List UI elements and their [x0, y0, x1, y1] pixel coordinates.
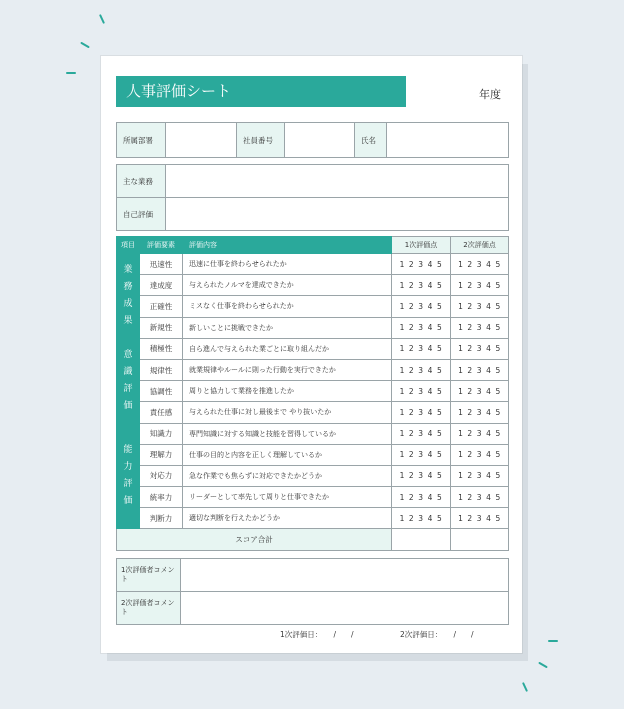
second-comment-field[interactable]	[181, 592, 509, 625]
element-cell: 達成度	[140, 275, 183, 296]
second-score-cell[interactable]: 12345	[451, 296, 509, 317]
self-eval-label: 自己評価	[117, 198, 166, 231]
name-label: 氏名	[355, 123, 387, 158]
first-score-cell[interactable]: 12345	[392, 381, 451, 402]
first-score-cell[interactable]: 12345	[392, 317, 451, 338]
decoration-dash	[80, 42, 90, 49]
content-cell: ミスなく仕事を終わらせられたか	[183, 296, 392, 317]
decoration-dash	[522, 682, 528, 692]
second-score-cell[interactable]: 12345	[451, 359, 509, 380]
second-eval-date: 2次評価日： / /	[400, 630, 474, 639]
first-score-cell[interactable]: 12345	[392, 402, 451, 423]
content-cell: 急な作業でも焦らずに対応できたかどうか	[183, 465, 392, 486]
content-cell: 適切な判断を行えたかどうか	[183, 508, 392, 529]
header-content: 評価内容	[183, 237, 392, 254]
duty-table	[116, 164, 509, 231]
self-eval-field[interactable]	[166, 198, 509, 231]
evaluation-row	[117, 508, 509, 529]
department-label: 所属部署	[117, 123, 166, 158]
first-score-cell[interactable]: 12345	[392, 444, 451, 465]
evaluation-table	[116, 236, 509, 551]
second-score-cell[interactable]: 12345	[451, 508, 509, 529]
content-cell: 迅速に仕事を終わらせられたか	[183, 254, 392, 275]
element-cell: 判断力	[140, 508, 183, 529]
first-score-cell[interactable]: 12345	[392, 338, 451, 359]
name-field[interactable]	[387, 123, 509, 158]
second-score-cell[interactable]: 12345	[451, 423, 509, 444]
decoration-dash	[66, 72, 76, 74]
header-item: 項目	[117, 237, 140, 254]
evaluation-row	[117, 359, 509, 380]
content-cell: 自ら進んで与えられた業ごとに取り組んだか	[183, 338, 392, 359]
second-score-cell[interactable]: 12345	[451, 381, 509, 402]
element-cell: 対応力	[140, 465, 183, 486]
second-score-cell[interactable]: 12345	[451, 402, 509, 423]
content-cell: 就業規律やルールに則った行動を実行できたか	[183, 359, 392, 380]
score-total-second[interactable]	[451, 529, 509, 550]
employee-no-label: 社員番号	[237, 123, 285, 158]
element-cell: 統率力	[140, 487, 183, 508]
decoration-dash	[99, 14, 105, 24]
header-second-score: 2次評価点	[451, 237, 509, 254]
decoration-dash	[538, 662, 548, 669]
element-cell: 知識力	[140, 423, 183, 444]
element-cell: 協調性	[140, 381, 183, 402]
first-score-cell[interactable]: 12345	[392, 487, 451, 508]
evaluation-row	[117, 487, 509, 508]
element-cell: 迅速性	[140, 254, 183, 275]
element-cell: 積極性	[140, 338, 183, 359]
sheet-title: 人事評価シート	[116, 76, 406, 107]
first-score-cell[interactable]: 12345	[392, 423, 451, 444]
first-comment-label: 1次評価者コメント	[117, 559, 181, 592]
second-score-cell[interactable]: 12345	[451, 465, 509, 486]
comments-table	[116, 558, 509, 625]
score-total-label: スコア合計	[117, 529, 392, 550]
second-score-cell[interactable]: 12345	[451, 275, 509, 296]
second-score-cell[interactable]: 12345	[451, 317, 509, 338]
evaluation-row	[117, 317, 509, 338]
evaluation-row	[117, 465, 509, 486]
evaluation-row	[117, 254, 509, 275]
second-score-cell[interactable]: 12345	[451, 487, 509, 508]
first-eval-date: 1次評価日： / /	[280, 630, 354, 639]
content-cell: 新しいことに挑戦できたか	[183, 317, 392, 338]
first-score-cell[interactable]: 12345	[392, 465, 451, 486]
evaluation-sheet	[101, 56, 522, 653]
second-comment-label: 2次評価者コメント	[117, 592, 181, 625]
content-cell: 与えられた仕事に対し最後まで やり抜いたか	[183, 402, 392, 423]
element-cell: 新規性	[140, 317, 183, 338]
evaluation-row	[117, 402, 509, 423]
evaluation-row	[117, 296, 509, 317]
second-score-cell[interactable]: 12345	[451, 254, 509, 275]
evaluation-row	[117, 423, 509, 444]
first-score-cell[interactable]: 12345	[392, 359, 451, 380]
first-score-cell[interactable]: 12345	[392, 296, 451, 317]
content-cell: リーダーとして率先して周りと仕事できたか	[183, 487, 392, 508]
evaluation-row	[117, 338, 509, 359]
category-label: 能 力 評 価	[117, 423, 140, 529]
main-duties-label: 主な業務	[117, 165, 166, 198]
first-score-cell[interactable]: 12345	[392, 275, 451, 296]
first-score-cell[interactable]: 12345	[392, 254, 451, 275]
content-cell: 与えられたノルマを達成できたか	[183, 275, 392, 296]
first-comment-field[interactable]	[181, 559, 509, 592]
evaluation-row	[117, 275, 509, 296]
header-first-score: 1次評価点	[392, 237, 451, 254]
content-cell: 専門知識に対する知識と技能を習得しているか	[183, 423, 392, 444]
main-duties-field[interactable]	[166, 165, 509, 198]
element-cell: 理解力	[140, 444, 183, 465]
category-label: 業 務 成 果	[117, 254, 140, 339]
first-score-cell[interactable]: 12345	[392, 508, 451, 529]
evaluation-row	[117, 444, 509, 465]
employee-no-field[interactable]	[285, 123, 355, 158]
year-label: 年度	[479, 88, 501, 101]
evaluation-rows	[117, 254, 509, 529]
element-cell: 規律性	[140, 359, 183, 380]
evaluation-row	[117, 381, 509, 402]
score-total-first[interactable]	[392, 529, 451, 550]
decoration-dash	[548, 640, 558, 642]
second-score-cell[interactable]: 12345	[451, 338, 509, 359]
content-cell: 周りと協力して業務を推進したか	[183, 381, 392, 402]
header-element: 評価要素	[140, 237, 183, 254]
category-label: 意 識 評 価	[117, 338, 140, 423]
department-field[interactable]	[166, 123, 237, 158]
element-cell: 正確性	[140, 296, 183, 317]
element-cell: 責任感	[140, 402, 183, 423]
info-table	[116, 122, 509, 158]
content-cell: 仕事の目的と内容を正しく理解しているか	[183, 444, 392, 465]
second-score-cell[interactable]: 12345	[451, 444, 509, 465]
